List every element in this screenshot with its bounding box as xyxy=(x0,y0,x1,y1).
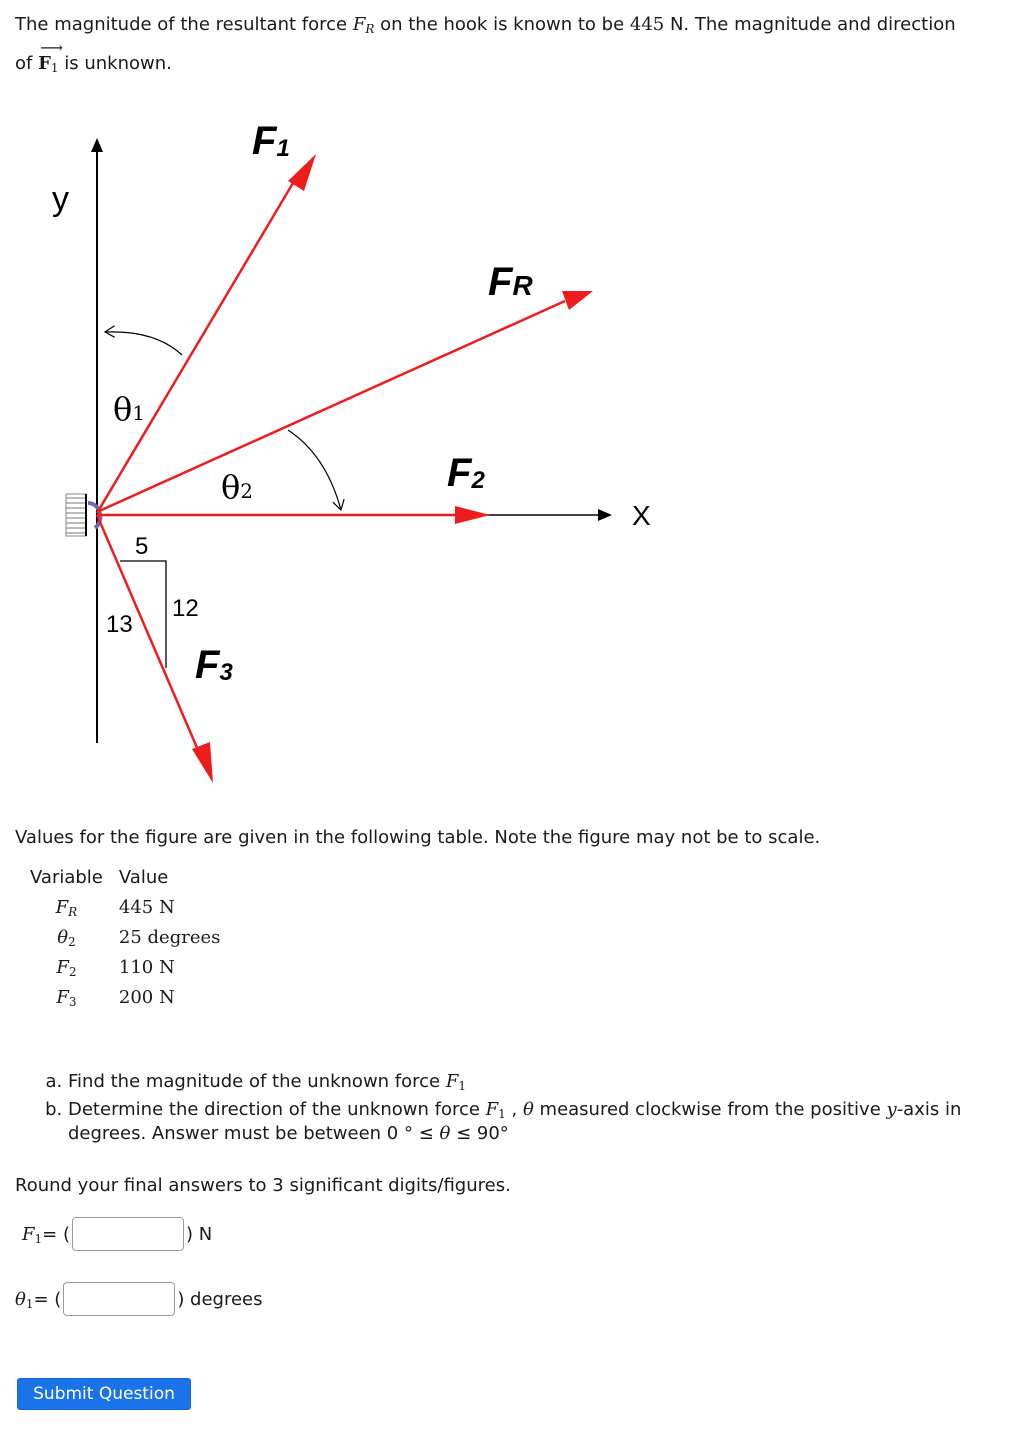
fr-symbol-letter: F xyxy=(352,14,366,35)
theta1-answer-input[interactable] xyxy=(63,1282,175,1316)
f3-label xyxy=(195,643,233,687)
theta2-label-sub: 2 xyxy=(240,479,253,503)
question-b xyxy=(68,1098,1028,1146)
table-value: 25 degrees xyxy=(118,926,221,948)
question-b-text: Determine the direction of the unknown force xyxy=(68,1099,486,1120)
question-b-var xyxy=(486,1099,506,1120)
question-b-degree: ° xyxy=(403,1123,413,1144)
table-var-sub: 2 xyxy=(68,934,76,949)
question-list xyxy=(44,1070,1028,1150)
question-b-theta: θ xyxy=(439,1123,451,1144)
f1-label xyxy=(252,119,290,163)
f1-vector-sub: 1 xyxy=(50,61,59,75)
header-value: Value xyxy=(118,866,169,888)
table-var-sub: R xyxy=(68,904,78,919)
question-b-var-letter: F xyxy=(485,1099,499,1120)
header-variable: Variable xyxy=(30,866,103,888)
question-a-var-letter: F xyxy=(445,1071,459,1092)
intro-text: of xyxy=(15,53,39,74)
question-b-ninety: 90° xyxy=(476,1123,509,1144)
fr-label xyxy=(488,260,533,304)
answer-f1-var xyxy=(22,1224,42,1245)
f3-label-letter: F xyxy=(195,643,220,687)
table-value: 445 N xyxy=(118,896,175,918)
vector-arrow-icon: ⟶ xyxy=(40,38,64,57)
theta2-label-letter: θ xyxy=(221,468,241,506)
table-var-letter: F xyxy=(55,896,69,918)
intro-text: is unknown. xyxy=(58,53,172,74)
values-table xyxy=(22,862,228,1012)
force-diagram xyxy=(0,110,760,800)
table-var xyxy=(22,952,111,982)
question-a-text: Find the magnitude of the unknown force xyxy=(68,1071,446,1092)
theta2-arc xyxy=(288,430,341,510)
answer-theta1-var-letter: θ xyxy=(15,1288,26,1310)
question-b-y: y xyxy=(886,1099,897,1120)
rounding-note: Round your final answers to 3 significant digits/figures. xyxy=(15,1175,511,1196)
wall-hatch xyxy=(66,494,86,536)
f2-arrowhead xyxy=(455,506,490,524)
table-row xyxy=(22,982,228,1012)
table-var xyxy=(22,892,111,922)
intro-line-2 xyxy=(15,38,172,76)
question-b-var-sub: 1 xyxy=(498,1107,506,1121)
answer-theta1-unit: ) degrees xyxy=(177,1288,263,1310)
theta1-label-letter: θ xyxy=(113,390,133,428)
table-header-row xyxy=(22,862,228,892)
submit-question-button[interactable]: Submit Question xyxy=(17,1378,191,1410)
question-b-leq: ≤ xyxy=(412,1123,440,1144)
f1-answer-input[interactable] xyxy=(72,1217,184,1251)
fr-line xyxy=(97,301,565,512)
intro-text: on the hook is known to be xyxy=(374,14,630,35)
answer-theta1-row xyxy=(15,1282,263,1316)
question-b-text: -axis in degrees. Answer must be between 0 xyxy=(68,1099,962,1144)
answer-f1-eq: = ( xyxy=(42,1223,70,1245)
x-axis-label: X xyxy=(632,500,651,531)
y-axis-label: y xyxy=(52,180,69,218)
fr-arrowhead xyxy=(562,291,593,310)
answer-theta1-var-sub: 1 xyxy=(25,1296,34,1311)
question-a-var xyxy=(446,1071,466,1092)
theta1-label-sub: 1 xyxy=(132,401,145,425)
intro-text: The magnitude of the resultant force xyxy=(15,14,353,35)
slope-label-12: 12 xyxy=(172,595,199,622)
table-var-letter: F xyxy=(56,986,69,1008)
table-var-sub: 3 xyxy=(68,994,77,1009)
theta2-label xyxy=(221,468,253,506)
values-note: Values for the figure are given in the following table. Note the figure may not be to scale. xyxy=(15,827,821,848)
table-var-letter: θ xyxy=(57,926,69,948)
f2-label-letter: F xyxy=(447,451,472,495)
answer-f1-var-sub: 1 xyxy=(34,1231,43,1246)
fr-label-letter: F xyxy=(488,260,513,304)
fr-symbol-sub: R xyxy=(365,22,375,36)
question-b-text: measured clockwise from the positive xyxy=(533,1099,887,1120)
table-var xyxy=(22,922,111,952)
table-value: 200 N xyxy=(118,986,175,1008)
f1-line xyxy=(97,178,296,513)
answer-theta1-eq: = ( xyxy=(33,1288,62,1310)
answer-theta1-var xyxy=(15,1289,33,1310)
intro-line-1 xyxy=(15,13,956,37)
f1-vector-symbol xyxy=(38,38,64,76)
question-b-leq: ≤ xyxy=(450,1123,477,1144)
f1-vector-letter: F xyxy=(38,53,51,74)
f2-label-sub: 2 xyxy=(471,467,485,494)
f3-arrowhead xyxy=(192,742,213,783)
table-row xyxy=(22,952,228,982)
slope-label-13: 13 xyxy=(106,611,133,638)
f2-label xyxy=(447,451,485,495)
fr-value: 445 xyxy=(629,14,665,35)
intro-text: N. The magnitude and direction xyxy=(664,14,956,35)
f1-label-sub: 1 xyxy=(276,135,290,162)
theta1-arc xyxy=(105,332,182,355)
question-b-text: , xyxy=(505,1099,523,1120)
answer-f1-var-letter: F xyxy=(22,1223,35,1245)
forces xyxy=(97,154,593,783)
theta1-label xyxy=(113,390,145,428)
table-row xyxy=(22,922,228,952)
question-b-theta: θ xyxy=(522,1099,534,1120)
slope-label-5: 5 xyxy=(135,533,149,560)
table-var xyxy=(22,982,111,1012)
fr-label-sub: R xyxy=(512,270,533,301)
answer-f1-row xyxy=(22,1217,212,1251)
f1-label-letter: F xyxy=(252,119,277,163)
table-var-letter: F xyxy=(56,956,69,978)
question-a-var-sub: 1 xyxy=(458,1079,466,1093)
f3-label-sub: 3 xyxy=(219,659,233,686)
table-row xyxy=(22,892,228,922)
question-a xyxy=(68,1070,1028,1094)
table-value: 110 N xyxy=(118,956,175,978)
fr-symbol xyxy=(353,14,375,35)
answer-f1-unit: ) N xyxy=(185,1223,213,1245)
table-var-sub: 2 xyxy=(68,964,77,979)
